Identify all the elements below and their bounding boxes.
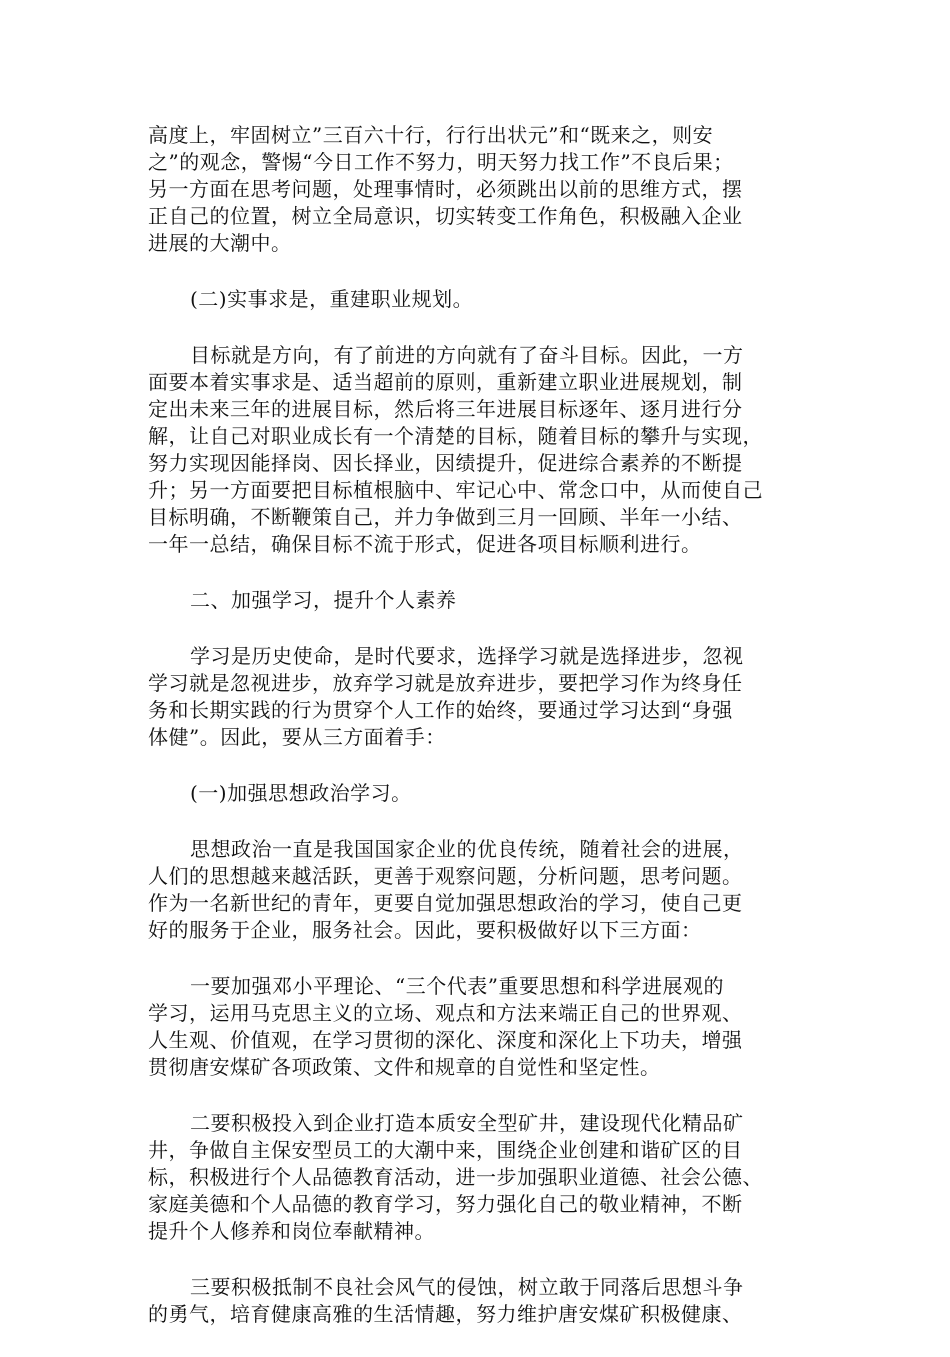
text-line: 三要积极抵制不良社会风气的侵蚀，树立敢于同落后思想斗争: [190, 1275, 744, 1299]
text-line: 目标明确，不断鞭策自己，并力争做到三月一回顾、半年一小结、: [148, 505, 743, 529]
text-line: 家庭美德和个人品德的教育学习，努力强化自己的敬业精神，不断: [148, 1192, 743, 1216]
text-line: 另一方面在思考问题，处理事情时，必须跳出以前的思维方式，摆: [148, 177, 743, 201]
text-line: 一年一总结，确保目标不流于形式，促进各项目标顺利进行。: [148, 532, 702, 556]
paragraph-goals: [148, 342, 808, 558]
text-line: 学习就是忽视进步，放弃学习就是放弃进步，要把学习作为终身任: [148, 671, 743, 695]
text-line: 升；另一方面要把目标植根脑中、牢记心中、常念口中，从而使自己: [148, 478, 763, 502]
text-line: 井，争做自主保安型员工的大潮中来，围绕企业创建和谐矿区的目: [148, 1138, 743, 1162]
text-line: 标，积极进行个人品德教育活动，进一步加强职业道德、社会公德、: [148, 1165, 763, 1189]
text-line: 贯彻唐安煤矿各项政策、文件和规章的自觉性和坚定性。: [148, 1055, 661, 1079]
heading-line: 二、加强学习，提升个人素养: [190, 588, 457, 612]
text-line: 学习是历史使命，是时代要求，选择学习就是选择进步，忽视: [190, 644, 744, 668]
text-line: 思想政治一直是我国国家企业的优良传统，随着社会的进展，: [190, 837, 744, 861]
text-line: 体健”。因此，要从三方面着手：: [148, 725, 446, 749]
text-line: 之”的观念，警惕“今日工作不努力，明天努力找工作”不良后果；: [148, 150, 734, 174]
document-page: [148, 122, 808, 1357]
text-line: 目标就是方向，有了前进的方向就有了奋斗目标。因此，一方: [190, 343, 744, 367]
text-line: 正自己的位置，树立全局意识，切实转变工作角色，积极融入企业: [148, 204, 743, 228]
section-heading-study: [148, 587, 808, 614]
text-line: 高度上，牢固树立”三百六十行，行行出状元”和“既来之，则安: [148, 123, 714, 147]
text-line: 一要加强邓小平理论、“三个代表”重要思想和科学进展观的: [190, 974, 724, 998]
text-line: 解，让自己对职业成长有一个清楚的目标，随着目标的攀升与实现，: [148, 424, 763, 448]
paragraph-point-one: [148, 973, 808, 1081]
text-line: 提升个人修养和岗位奉献精神。: [148, 1219, 435, 1243]
text-line: 定出未来三年的进展目标，然后将三年进展目标逐年、逐月进行分: [148, 397, 743, 421]
text-line: 二要积极投入到企业打造本质安全型矿井，建设现代化精品矿: [190, 1111, 744, 1135]
text-line: 好的服务于企业，服务社会。因此，要积极做好以下三方面：: [148, 918, 702, 942]
heading-line: (二)实事求是，重建职业规划。: [190, 287, 474, 311]
paragraph-point-three: [148, 1274, 808, 1328]
text-line: 学习，运用马克思主义的立场、观点和方法来端正自己的世界观、: [148, 1001, 743, 1025]
text-line: 人们的思想越来越活跃，更善于观察问题，分析问题，思考问题。: [148, 864, 743, 888]
paragraph-study-mission: [148, 643, 808, 751]
section-heading-political-study: [148, 780, 808, 807]
text-line: 面要本着实事求是、适当超前的原则，重新建立职业进展规划，制: [148, 370, 743, 394]
text-line: 人生观、价值观，在学习贯彻的深化、深度和深化上下功夫，增强: [148, 1028, 743, 1052]
section-heading-career-plan: [148, 286, 808, 313]
text-line: 的勇气，培育健康高雅的生活情趣，努力维护唐安煤矿积极健康、: [148, 1302, 743, 1326]
text-line: 务和长期实践的行为贯穿个人工作的始终，要通过学习达到“身强: [148, 698, 733, 722]
text-line: 努力实现因能择岗、因长择业，因绩提升，促进综合素养的不断提: [148, 451, 743, 475]
paragraph-point-two: [148, 1110, 808, 1245]
text-line: 进展的大潮中。: [148, 231, 292, 255]
heading-line: (一)加强思想政治学习。: [190, 781, 412, 805]
text-line: 作为一名新世纪的青年，更要自觉加强思想政治的学习，使自己更: [148, 891, 743, 915]
paragraph-political-tradition: [148, 836, 808, 944]
paragraph-intro-continuation: [148, 122, 808, 257]
